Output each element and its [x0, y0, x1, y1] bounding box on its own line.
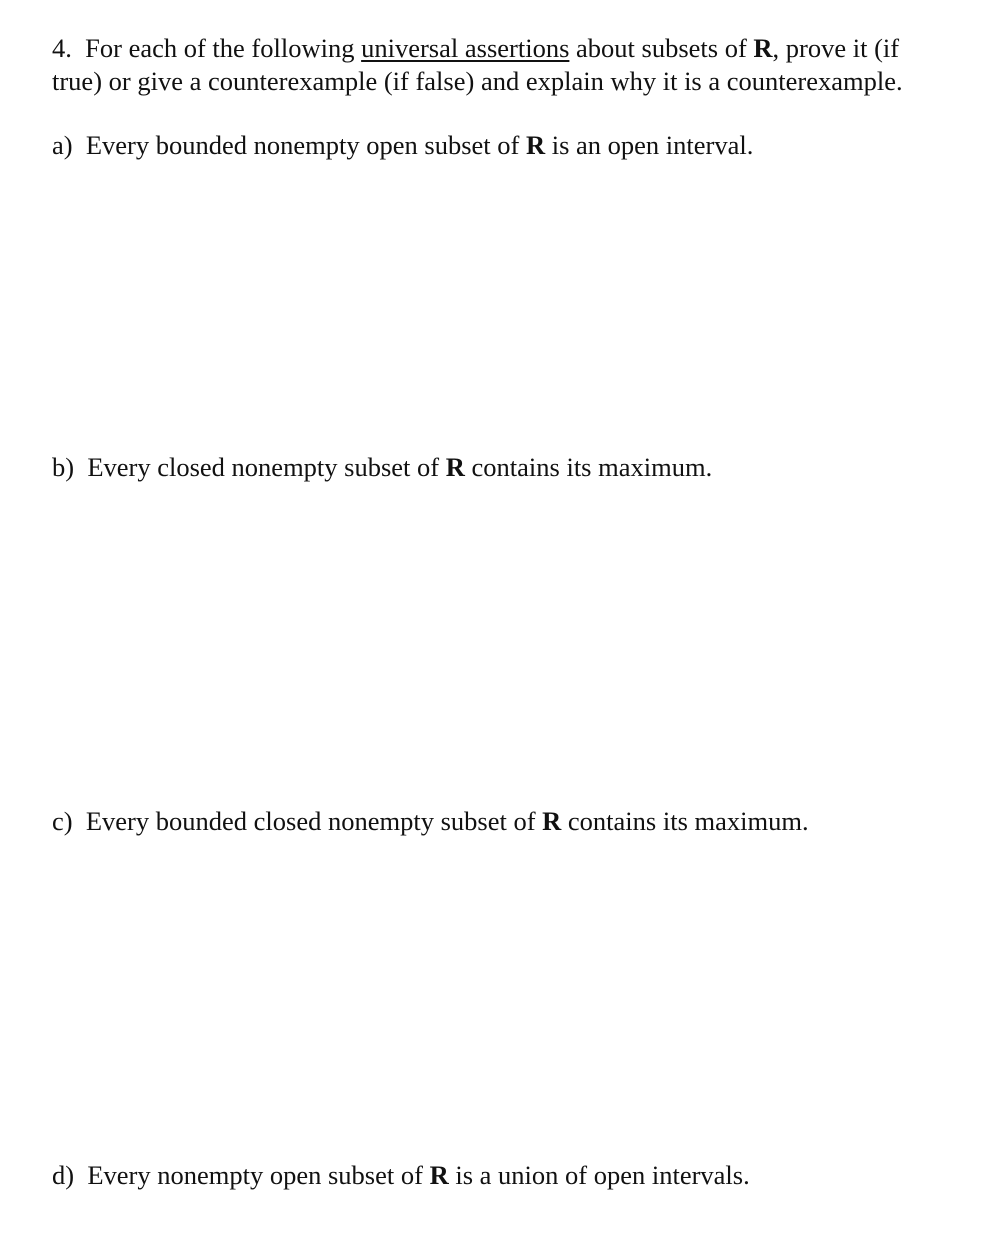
underlined-phrase: universal assertions: [361, 33, 570, 63]
reals-symbol: R: [429, 1160, 449, 1190]
part-b: b) Every closed nonempty subset of R contains its maximum.: [52, 452, 713, 482]
part-label: c): [52, 806, 73, 836]
reals-symbol: R: [753, 33, 773, 63]
part-d: d) Every nonempty open subset of R is a union of open intervals.: [52, 1160, 750, 1190]
problem-intro-line-1: 4. For each of the following universal assertions about subsets of R, prove it (if: [52, 33, 900, 63]
part-label: b): [52, 452, 75, 482]
problem-intro-line-2: true) or give a counterexample (if false) and explain why it is a counterexample.: [52, 66, 903, 96]
reals-symbol: R: [445, 452, 465, 482]
reals-symbol: R: [525, 130, 546, 160]
part-label: d): [52, 1160, 75, 1190]
part-c: c) Every bounded closed nonempty subset of R contains its maximum.: [52, 806, 809, 836]
part-a: a) Every bounded nonempty open subset of R is an open interval.: [52, 130, 754, 160]
part-label: a): [52, 130, 73, 160]
problem-number: 4.: [52, 33, 72, 63]
reals-symbol: R: [542, 806, 562, 836]
